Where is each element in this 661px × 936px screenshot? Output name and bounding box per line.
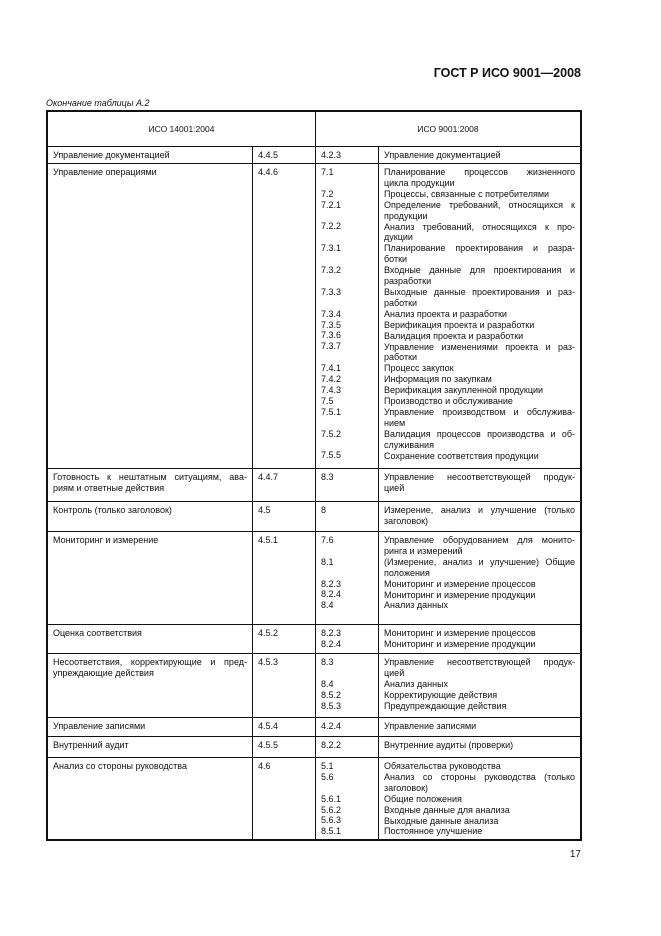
iso14001-clause-title	[47, 625, 253, 654]
clause-number: 7.3.4	[321, 308, 342, 319]
text-line: Планирование процессов жизненного	[384, 167, 575, 177]
iso14001-clause-title	[47, 654, 253, 718]
text-line: Управление записями	[384, 721, 477, 731]
correspondence-table	[46, 110, 582, 841]
clause-title	[384, 600, 575, 611]
iso14001-clause-number: 4.5.3	[253, 654, 316, 718]
clause-number: 7.3.6	[321, 330, 342, 341]
clause-number: 8.2.4	[321, 589, 342, 600]
text-line: Общие положения	[384, 793, 462, 804]
text-line: упреждающие действия	[53, 667, 154, 678]
clause-title	[384, 535, 575, 557]
clause-title	[384, 342, 575, 364]
text-line: Процесс закупок	[384, 363, 454, 374]
clause-number: 7.3.2	[321, 265, 342, 276]
clause-number: 8.5.2	[321, 689, 342, 700]
text-line: Управление изменениями проекта и раз-	[384, 341, 575, 352]
clause-title	[384, 657, 575, 679]
clause-number: 7.6	[321, 535, 334, 545]
text-line: Готовность к нештатным ситуациям, ава-	[53, 472, 247, 482]
text-line: Валидация проекта и разработки	[384, 330, 524, 341]
table-row	[47, 718, 581, 737]
clause-title	[384, 309, 575, 320]
text-line: Анализ требований, относящихся к про-	[384, 221, 575, 232]
clause-title	[384, 167, 575, 189]
table-row	[47, 502, 581, 532]
iso9001-clause-numbers	[316, 654, 379, 718]
text-line: Информация по закупкам	[384, 374, 492, 385]
text-line: Определение требований, относящихся к	[384, 199, 575, 210]
iso9001-clause-numbers	[316, 737, 379, 758]
clause-number: 7.2.2	[321, 221, 342, 232]
text-line: Управление оборудованием для монито-	[384, 535, 575, 545]
iso14001-clause-title	[47, 718, 253, 737]
table-row	[47, 625, 581, 654]
text-line: Анализ данных	[384, 600, 449, 611]
clause-number: 7.1	[321, 167, 334, 177]
text-line: Сохранение соответствия продукции	[384, 450, 539, 461]
clause-number: 8.3	[321, 472, 334, 482]
iso14001-clause-number: 4.4.7	[253, 469, 316, 502]
iso9001-clause-titles	[379, 164, 582, 469]
iso9001-clause-numbers	[316, 718, 379, 737]
clause-title	[384, 472, 575, 494]
text-line: Мониторинг и измерение процессов	[384, 628, 536, 638]
text-line: Внутренний аудит	[53, 740, 129, 750]
clause-title	[384, 363, 575, 374]
iso14001-clause-title	[47, 758, 253, 841]
clause-number: 8.4	[321, 678, 334, 689]
clause-number: 7.4.1	[321, 363, 342, 374]
clause-number: 8.1	[321, 556, 334, 567]
page-number: 17	[569, 849, 581, 860]
table-caption: Окончание таблицы А.2	[46, 98, 150, 108]
text-line: Внутренние аудиты (проверки)	[384, 740, 514, 750]
text-line: Оценка соответствия	[53, 628, 142, 638]
clause-title	[384, 385, 575, 396]
iso14001-clause-number: 4.5	[253, 502, 316, 532]
text-line: Выходные данные проектирования и раз-	[384, 286, 575, 297]
clause-title	[384, 701, 575, 712]
clause-title	[384, 639, 575, 650]
iso14001-clause-title	[47, 737, 253, 758]
clause-title	[384, 396, 575, 407]
text-line: служивания	[384, 439, 434, 450]
text-line: Корректирующие действия	[384, 689, 498, 700]
iso14001-clause-title	[47, 502, 253, 532]
iso9001-clause-numbers	[316, 502, 379, 532]
clause-number: 5.6	[321, 771, 334, 782]
iso9001-clause-titles	[379, 625, 582, 654]
iso14001-clause-number: 4.4.5	[253, 147, 316, 164]
text-line: заголовок)	[384, 782, 429, 793]
clause-number: 8.2.2	[321, 740, 342, 750]
text-line: Анализ данных	[384, 678, 449, 689]
clause-title	[384, 690, 575, 701]
clause-title	[384, 243, 575, 265]
iso14001-clause-title	[47, 532, 253, 625]
text-line: Анализ проекта и разработки	[384, 308, 507, 319]
clause-number: 8.5.3	[321, 700, 342, 711]
text-line: Управление производством и обслужива-	[384, 406, 575, 417]
clause-number: 5.1	[321, 761, 334, 771]
clause-number: 8.2.3	[321, 578, 342, 589]
clause-title	[384, 772, 575, 794]
text-line: заголовок)	[384, 515, 429, 526]
clause-title	[384, 320, 575, 331]
text-line: продукции	[384, 210, 428, 221]
clause-number: 7.5.5	[321, 450, 342, 461]
clause-title	[384, 200, 575, 222]
iso9001-clause-titles	[379, 758, 582, 841]
clause-title	[384, 761, 575, 772]
text-line: цией	[384, 482, 405, 493]
iso9001-clause-numbers	[316, 164, 379, 469]
text-line: положения	[384, 567, 430, 578]
text-line: Мониторинг и измерение продукции	[384, 638, 536, 649]
clause-title	[384, 579, 575, 590]
iso9001-clause-titles	[379, 502, 582, 532]
iso9001-clause-numbers	[316, 625, 379, 654]
clause-title	[384, 451, 575, 462]
text-line: Мониторинг и измерение продукции	[384, 589, 536, 600]
clause-title	[384, 740, 575, 751]
clause-number: 8.4	[321, 600, 334, 611]
clause-number: 7.5.2	[321, 428, 342, 439]
clause-title	[384, 721, 575, 732]
clause-number: 4.2.3	[321, 150, 342, 160]
text-line: Управление документацией	[384, 150, 501, 160]
text-line: Валидация процессов производства и об-	[384, 428, 575, 439]
clause-number: 7.2.1	[321, 199, 342, 210]
iso14001-clause-title	[47, 469, 253, 502]
clause-number: 8.2.3	[321, 628, 342, 638]
clause-number: 7.5.1	[321, 406, 342, 417]
iso9001-clause-numbers	[316, 532, 379, 625]
iso14001-clause-number: 4.5.1	[253, 532, 316, 625]
clause-number: 8.2.4	[321, 638, 342, 649]
clause-number: 5.6.1	[321, 793, 342, 804]
clause-number: 8	[321, 505, 327, 515]
text-line: Предупреждающие действия	[384, 700, 507, 711]
table-row	[47, 469, 581, 502]
text-line: риям и ответные действия	[53, 482, 165, 493]
clause-number: 7.5	[321, 395, 334, 406]
clause-title	[384, 505, 575, 527]
clause-title	[384, 805, 575, 816]
table-row	[47, 737, 581, 758]
document-header: ГОСТ Р ИСО 9001—2008	[433, 66, 581, 80]
text-line: работки	[384, 297, 418, 308]
text-line: ринга и измерений	[384, 545, 463, 556]
iso9001-clause-numbers	[316, 469, 379, 502]
text-line: Процессы, связанные с потребителями	[384, 188, 550, 199]
iso9001-clause-titles	[379, 469, 582, 502]
text-line: Контроль (только заголовок)	[53, 505, 172, 515]
table-row	[47, 164, 581, 469]
text-line: Анализ со стороны руководства	[53, 761, 187, 771]
text-line: Обязательства руководства	[384, 761, 501, 771]
clause-title	[384, 816, 575, 827]
text-line: Управление несоответствующей продук-	[384, 472, 575, 482]
text-line: Измерение, анализ и улучшение (только	[384, 505, 575, 515]
text-line: (Измерение, анализ и улучшение) Общие	[384, 556, 575, 567]
clause-title	[384, 826, 575, 837]
text-line: Мониторинг и измерение процессов	[384, 578, 536, 589]
text-line: Мониторинг и измерение	[53, 535, 159, 545]
clause-number: 7.3.3	[321, 286, 342, 297]
clause-number: 8.5.1	[321, 826, 342, 837]
clause-title	[384, 429, 575, 451]
text-line: разработки	[384, 276, 432, 287]
text-line: Верификация проекта и разработки	[384, 319, 535, 330]
text-line: Постоянное улучшение	[384, 826, 483, 837]
clause-number: 7.3.7	[321, 341, 342, 352]
iso9001-clause-titles	[379, 147, 582, 164]
clause-number: 7.3.5	[321, 319, 342, 330]
text-line: Управление документацией	[53, 150, 170, 160]
text-line: дукции	[384, 232, 413, 243]
clause-title	[384, 590, 575, 601]
text-line: Анализ со стороны руководства (только	[384, 771, 575, 782]
clause-title	[384, 287, 575, 309]
clause-title	[384, 557, 575, 579]
iso9001-clause-titles	[379, 718, 582, 737]
text-line: Входные данные для проектирования и	[384, 265, 575, 276]
clause-number: 7.2	[321, 188, 334, 199]
clause-number: 7.4.2	[321, 374, 342, 385]
text-line: ботки	[384, 254, 408, 265]
text-line: цией	[384, 667, 405, 678]
table-row	[47, 532, 581, 625]
text-line: Несоответствия, корректирующие и пред-	[53, 657, 247, 667]
text-line: Планирование проектирования и разра-	[384, 243, 575, 254]
clause-number: 5.6.2	[321, 804, 342, 815]
clause-title	[384, 628, 575, 639]
clause-title	[384, 189, 575, 200]
table-row	[47, 654, 581, 718]
iso14001-clause-number: 4.5.4	[253, 718, 316, 737]
iso9001-clause-titles	[379, 737, 582, 758]
table-row	[47, 147, 581, 164]
clause-number: 8.3	[321, 657, 334, 667]
text-line: Производство и обслуживание	[384, 396, 513, 407]
clause-title	[384, 407, 575, 429]
iso14001-clause-number: 4.4.6	[253, 164, 316, 469]
clause-number: 5.6.3	[321, 815, 342, 826]
text-line: нием	[384, 417, 406, 428]
text-line: Управление операциями	[53, 167, 157, 177]
clause-title	[384, 331, 575, 342]
clause-title	[384, 374, 575, 385]
text-line: Выходные данные анализа	[384, 815, 499, 826]
text-line: Верификация закупленной продукции	[384, 385, 544, 396]
clause-title	[384, 150, 575, 161]
clause-number: 4.2.4	[321, 721, 342, 731]
clause-title	[384, 222, 575, 244]
table-header-row	[47, 111, 581, 147]
clause-title	[384, 794, 575, 805]
text-line: Входные данные для анализа	[384, 804, 510, 815]
iso9001-clause-numbers	[316, 758, 379, 841]
column-header-iso14001: ИСО 14001:2004	[47, 111, 316, 147]
iso14001-clause-number: 4.5.5	[253, 737, 316, 758]
table-row	[47, 758, 581, 841]
iso9001-clause-titles	[379, 532, 582, 625]
iso14001-clause-number: 4.6	[253, 758, 316, 841]
text-line: Управление несоответствующей продук-	[384, 657, 575, 667]
clause-number: 7.3.1	[321, 243, 342, 254]
iso14001-clause-title	[47, 164, 253, 469]
text-line: работки	[384, 352, 418, 363]
text-line: Управление записями	[53, 721, 146, 731]
iso14001-clause-number: 4.5.2	[253, 625, 316, 654]
clause-number: 7.4.3	[321, 384, 342, 395]
clause-title	[384, 265, 575, 287]
column-header-iso9001: ИСО 9001:2008	[316, 111, 582, 147]
iso9001-clause-titles	[379, 654, 582, 718]
iso9001-clause-numbers	[316, 147, 379, 164]
text-line: цикла продукции	[384, 177, 455, 188]
clause-title	[384, 679, 575, 690]
iso14001-clause-title	[47, 147, 253, 164]
